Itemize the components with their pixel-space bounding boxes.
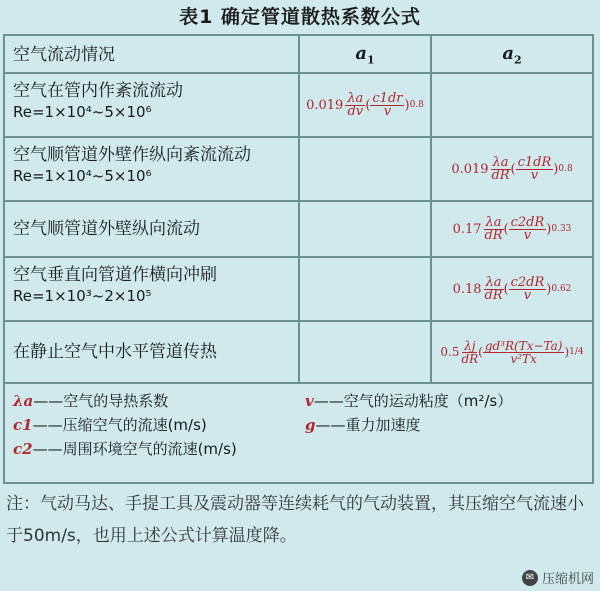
row-a2-empty xyxy=(432,74,592,136)
table-row xyxy=(5,138,592,202)
row-condition: 空气垂直向管道作横向冲刷 Re=1×10³~2×10⁵ xyxy=(5,258,300,320)
row-a1-empty xyxy=(300,322,432,382)
table-title: 表1 确定管道散热系数公式 xyxy=(179,6,421,28)
legend-item: λa——空气的导热系数 xyxy=(13,392,169,410)
table-row xyxy=(5,202,592,258)
table-row xyxy=(5,258,592,322)
legend-item: c2——周围环境空气的流速(m/s) xyxy=(13,440,237,458)
table-row xyxy=(5,74,592,138)
wechat-icon: ✉ xyxy=(522,570,538,586)
row-a1-empty xyxy=(300,138,432,200)
row-a1-empty xyxy=(300,258,432,320)
table-row xyxy=(5,322,592,384)
row-a2-formula: 0.17 $\frac{\lambda a}{dR}$ ( $\frac{c2dR}{v}$ ) 0.33 xyxy=(452,214,572,243)
row-condition: 空气顺管道外壁作纵向紊流流动 Re=1×10⁴~5×10⁶ xyxy=(5,138,300,200)
legend-item: g——重力加速度 xyxy=(305,416,421,434)
row-a2-formula: 0.5 $\frac{\lambda j}{dR}$ ( $\frac{\text{gd³R(Tx−Ta)}}{\text{v²Tx}}$ ) 1/4 xyxy=(440,338,584,366)
header-flow-condition: 空气流动情况 xyxy=(5,36,300,72)
row-a1-empty xyxy=(300,202,432,256)
row-condition: 空气顺管道外壁纵向流动 xyxy=(5,202,300,256)
header-a1: $a_1$ xyxy=(300,36,432,72)
watermark-logo: ✉ 压缩机网 xyxy=(522,568,594,587)
legend-item: c1——压缩空气的流速(m/s) xyxy=(13,416,207,434)
row-a2-formula: 0.18 $\frac{\lambda a}{dR}$ ( $\frac{c2dR}{v}$ ) 0.62 xyxy=(452,274,572,303)
symbol-legend xyxy=(3,384,594,484)
row-a1-formula: 0.019 $\frac{\lambda a}{dv}$ ( $\frac{c1dr}{v}$ ) 0.8 xyxy=(300,74,432,136)
row-condition: 在静止空气中水平管道传热 xyxy=(5,322,300,382)
table-header-row xyxy=(5,36,592,74)
header-a2: $a_2$ xyxy=(502,43,522,67)
legend-item: v——空气的运动粘度（m²/s） xyxy=(305,392,513,410)
row-a2-formula: 0.019 $\frac{\lambda a}{dR}$ ( $\frac{c1dR}{v}$ ) 0.8 xyxy=(451,154,573,183)
footnote: 注：气动马达、手提工具及震动器等连续耗气的气动装置，其压缩空气流速小于50m/s，也用上述公式计算温度降。 xyxy=(6,494,584,546)
row-condition: 空气在管内作紊流流动 Re=1×10⁴~5×10⁶ xyxy=(5,74,300,136)
